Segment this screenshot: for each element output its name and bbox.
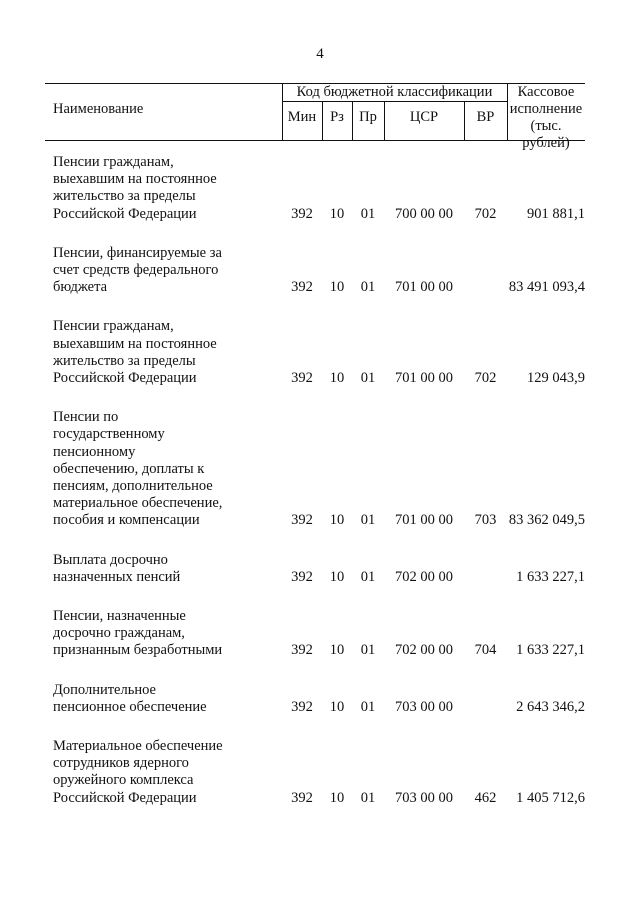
row-name — [45, 154, 243, 223]
cell-total: 83 491 093,4 — [508, 279, 585, 296]
cell-csr: 702 00 00 — [395, 568, 453, 585]
table-row — [45, 154, 585, 223]
page-number: 4 — [316, 46, 324, 62]
cell-total: 83 362 049,5 — [508, 512, 585, 529]
cell-total: 129 043,9 — [527, 370, 585, 387]
cell-min: 392 — [291, 370, 313, 387]
row-name-line: Российской Федерации — [53, 370, 197, 387]
cell-pr: 01 — [360, 642, 376, 659]
row-name-line: бюджета — [53, 279, 108, 296]
cell-min: 392 — [291, 698, 313, 715]
row-name-line: выехавшим на постоянное — [53, 171, 217, 188]
header-total — [507, 84, 585, 152]
cell-min: 392 — [291, 568, 313, 585]
cell-min: 392 — [291, 279, 313, 296]
row-name — [45, 682, 243, 716]
row-name-line: сотрудников ядерного — [53, 755, 189, 772]
row-name-line: Материальное обеспечение — [53, 738, 223, 755]
cell-min: 392 — [291, 642, 313, 659]
cell-csr: 702 00 00 — [395, 642, 453, 659]
cell-total: 1 405 712,6 — [516, 789, 585, 806]
cell-rz: 10 — [329, 512, 345, 529]
row-name-line: Российской Федерации — [53, 205, 197, 222]
header-name: Наименование — [53, 101, 144, 117]
cell-csr: 700 00 00 — [395, 205, 453, 222]
row-name — [45, 318, 243, 387]
header-csr: ЦСР — [409, 109, 439, 125]
row-name-line: назначенных пенсий — [53, 568, 181, 585]
cell-total: 1 633 227,1 — [516, 642, 585, 659]
table-row — [45, 738, 585, 807]
cell-pr: 01 — [360, 370, 376, 387]
table-row — [45, 552, 585, 586]
row-name — [45, 608, 243, 660]
row-name — [45, 409, 243, 529]
cell-rz: 10 — [329, 205, 345, 222]
header-vr: ВР — [476, 109, 495, 125]
row-name-line: Дополнительное — [53, 681, 156, 698]
table-header — [45, 83, 585, 151]
table-row — [45, 245, 585, 297]
row-name-line: Пенсии, финансируемые за — [53, 244, 222, 261]
row-name-line: Пенсии по — [53, 409, 119, 426]
row-name-line: пенсионное обеспечение — [53, 698, 207, 715]
row-name-line: выехавшим на постоянное — [53, 335, 217, 352]
cell-vr: 702 — [474, 370, 497, 387]
cell-csr: 703 00 00 — [395, 698, 453, 715]
row-name-line: пенсиям, дополнительное — [53, 478, 213, 495]
row-name-line: пособия и компенсации — [53, 512, 200, 529]
cell-pr: 01 — [360, 698, 376, 715]
cell-vr: 704 — [474, 642, 497, 659]
table-row — [45, 318, 585, 387]
row-name-line: пенсионному — [53, 443, 136, 460]
header-code-group: Код бюджетной классификации — [296, 84, 493, 100]
cell-pr: 01 — [360, 205, 376, 222]
table-row — [45, 682, 585, 716]
cell-pr: 01 — [360, 568, 376, 585]
cell-total: 1 633 227,1 — [516, 568, 585, 585]
cell-min: 392 — [291, 789, 313, 806]
cell-min: 392 — [291, 205, 313, 222]
cell-rz: 10 — [329, 279, 345, 296]
header-rz: Рз — [330, 109, 344, 125]
row-name-line: признанным безработными — [53, 642, 223, 659]
row-name — [45, 245, 243, 297]
row-name — [45, 552, 243, 586]
row-name-line: жительство за пределы — [53, 352, 196, 369]
cell-min: 392 — [291, 512, 313, 529]
cell-csr: 701 00 00 — [395, 279, 453, 296]
cell-pr: 01 — [360, 512, 376, 529]
row-name-line: материальное обеспечение, — [53, 495, 223, 512]
header-total-line: исполнение — [509, 101, 583, 117]
row-name-line: счет средств федерального — [53, 262, 219, 279]
table-row — [45, 608, 585, 660]
row-name-line: Пенсии гражданам, — [53, 154, 174, 170]
row-name-line: Пенсии гражданам, — [53, 318, 174, 335]
header-pr: Пр — [359, 109, 377, 125]
cell-rz: 10 — [329, 370, 345, 387]
cell-vr: 702 — [474, 205, 497, 222]
row-name-line: досрочно гражданам, — [53, 625, 185, 642]
row-name-line: оружейного комплекса — [53, 772, 194, 789]
cell-csr: 701 00 00 — [395, 370, 453, 387]
row-name-line: Российской Федерации — [53, 789, 197, 806]
cell-csr: 703 00 00 — [395, 789, 453, 806]
cell-csr: 701 00 00 — [395, 512, 453, 529]
cell-vr: 462 — [474, 789, 497, 806]
header-min: Мин — [287, 109, 317, 125]
cell-rz: 10 — [329, 698, 345, 715]
cell-total: 901 881,1 — [527, 205, 585, 222]
cell-pr: 01 — [360, 279, 376, 296]
cell-rz: 10 — [329, 568, 345, 585]
row-name-line: государственному — [53, 426, 165, 443]
table-body — [45, 154, 585, 807]
divider — [282, 101, 507, 102]
row-name-line: Выплата досрочно — [53, 551, 168, 568]
row-name — [45, 738, 243, 807]
cell-total: 2 643 346,2 — [516, 698, 585, 715]
table-row — [45, 409, 585, 529]
header-total-line: Кассовое — [517, 84, 575, 100]
cell-rz: 10 — [329, 642, 345, 659]
row-name-line: обеспечению, доплаты к — [53, 460, 205, 477]
cell-pr: 01 — [360, 789, 376, 806]
row-name-line: Пенсии, назначенные — [53, 608, 186, 625]
header-total-line: (тыс. рублей) — [522, 118, 570, 151]
cell-rz: 10 — [329, 789, 345, 806]
cell-vr: 703 — [474, 512, 497, 529]
row-name-line: жительство за пределы — [53, 188, 196, 205]
